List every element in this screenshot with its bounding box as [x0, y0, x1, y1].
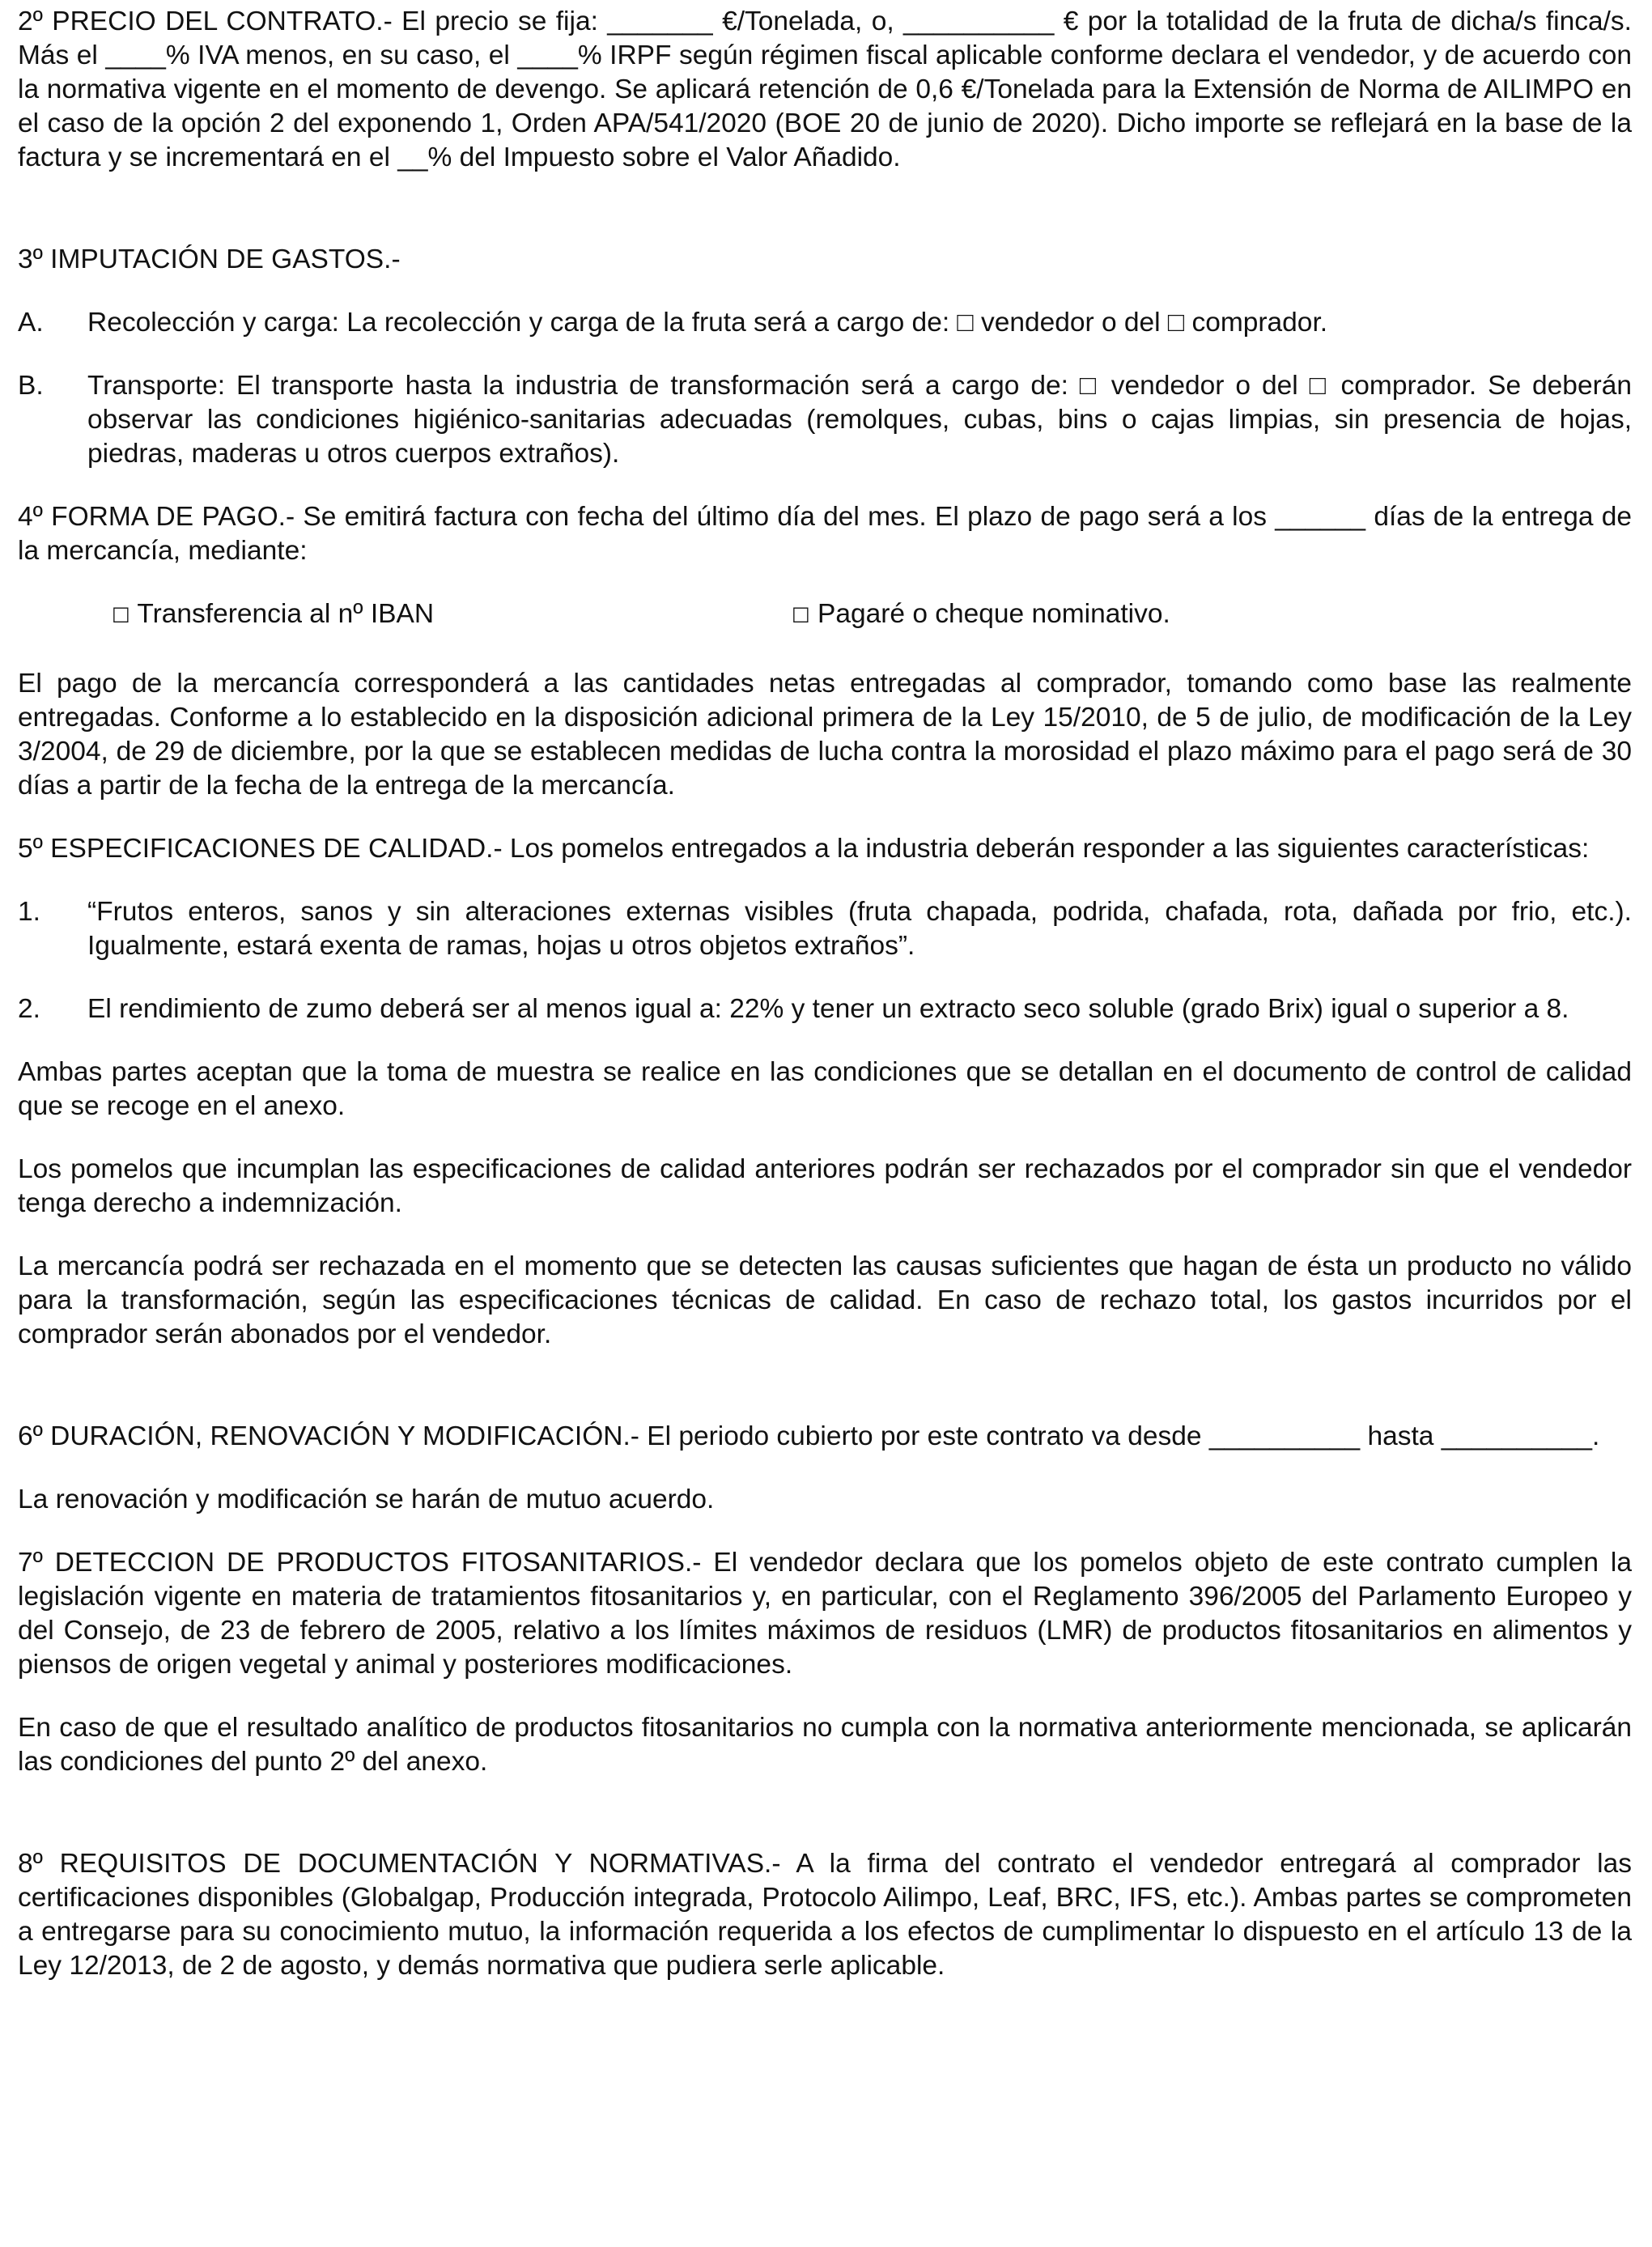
clause-5-paragraph: Ambas partes aceptan que la toma de muestra se realice en las condiciones que se detallan en el documento de control de calidad que se recoge en el anexo. [18, 1057, 1632, 1121]
contract-page [18, 5, 1632, 1983]
clause-3-title: 3º IMPUTACIÓN DE GASTOS.- [18, 244, 401, 274]
option-label: Pagaré o cheque nominativo. [818, 599, 1170, 629]
clause-5-paragraph: Los pomelos que incumplan las especificaciones de calidad anteriores podrán ser rechazados por el comprador sin que el vendedor tenga derecho a indemnización. [18, 1154, 1632, 1218]
item-text: “Frutos enteros, sanos y sin alteraciones externas visibles (fruta chapada, podrida, chafada, rota, dañada por frio, etc.). Igualmente, estará exenta de ramas, hojas u otros objetos extraños”. [87, 897, 1632, 961]
option-label: Transferencia al nº IBAN [137, 599, 435, 629]
item-text: El rendimiento de zumo deberá ser al menos igual a: 22% y tener un extracto seco soluble (grado Brix) igual o superior a 8. [87, 994, 1569, 1024]
clause-4-payment: 4º FORMA DE PAGO.- Se emitirá factura con fecha del último día del mes. El plazo de pago será a los ______ días de la entrega de la mercancía, mediante: [18, 502, 1632, 566]
clause-6-duration: 6º DURACIÓN, RENOVACIÓN Y MODIFICACIÓN.- El periodo cubierto por este contrato va desde __________ hasta __________. [18, 1421, 1600, 1451]
clause-8-documentation: 8º REQUISITOS DE DOCUMENTACIÓN Y NORMATIVAS.- A la firma del contrato el vendedor entregará al comprador las certificaciones disponibles (Globalgap, Producción integrada, Protocolo Ailimpo, Leaf, BRC, IFS, etc.). Ambas partes se comprometen a entregarse para su conocimiento mutuo, la información requerida a los efectos de cumplimentar lo dispuesto en el artículo 13 de la Ley 12/2013, de 2 de agosto, y demás normativa que pudiera serle aplicable. [18, 1849, 1632, 1981]
checkbox-icon[interactable]: □ [792, 602, 810, 625]
clause-2-price: 2º PRECIO DEL CONTRATO.- El precio se fija: _______ €/Tonelada, o, __________ € por la totalidad de la fruta de dicha/s finca/s. Más el ____% IVA menos, en su caso, el ____% IRPF según régimen fiscal aplicable conforme declara el vendedor, y de acuerdo con la normativa vigente en el momento de devengo. Se aplicará retención de 0,6 €/Tonelada para la Extensión de Norma de AILIMPO en el caso de la opción 2 del exponendo 1, Orden APA/541/2020 (BOE 20 de junio de 2020). Dicho importe se reflejará en la base de la factura y se incrementará en el __% del Impuesto sobre el Valor Añadido. [18, 6, 1632, 172]
clause-6-paragraph: La renovación y modificación se harán de mutuo acuerdo. [18, 1485, 715, 1514]
item-number: 1. [18, 897, 40, 927]
option-promissory-note[interactable] [792, 597, 1170, 633]
clause-5-quality: 5º ESPECIFICACIONES DE CALIDAD.- Los pomelos entregados a la industria deberán responder a las siguientes características: [18, 834, 1590, 864]
clause-3-item-a [18, 306, 1632, 340]
item-number: B. [18, 371, 44, 401]
clause-7-paragraph: En caso de que el resultado analítico de productos fitosanitarios no cumpla con la normativa anteriormente mencionada, se aplicarán las condiciones del punto 2º del anexo. [18, 1713, 1632, 1777]
item-text: Transporte: El transporte hasta la industria de transformación será a cargo de: □ vendedor o del □ comprador. Se deberán observar las condiciones higiénico-sanitarias adecuadas (remolques, cubas, bins o cajas limpias, sin presencia de hojas, piedras, maderas u otros cuerpos extraños). [87, 371, 1632, 469]
clause-4-paragraph: El pago de la mercancía corresponderá a las cantidades netas entregadas al comprador, tomando como base las realmente entregadas. Conforme a lo establecido en la disposición adicional primera de la Ley 15/2010, de 5 de julio, de modificación de la Ley 3/2004, de 29 de diciembre, por la que se establecen medidas de lucha contra la morosidad el plazo máximo para el pago será de 30 días a partir de la fecha de la entrega de la mercancía. [18, 669, 1632, 801]
item-number: 2. [18, 994, 40, 1024]
clause-5-item-2 [18, 992, 1632, 1026]
clause-5-item-1 [18, 895, 1632, 963]
checkbox-icon[interactable]: □ [112, 602, 130, 625]
item-number: A. [18, 308, 44, 338]
clause-5-paragraph: La mercancía podrá ser rechazada en el momento que se detecten las causas suficientes que hagan de ésta un producto no válido para la transformación, según las especificaciones técnicas de calidad. En caso de rechazo total, los gastos incurridos por el comprador serán abonados por el vendedor. [18, 1251, 1632, 1349]
clause-3-item-b [18, 369, 1632, 471]
payment-options [18, 597, 1632, 633]
item-text: Recolección y carga: La recolección y carga de la fruta será a cargo de: □ vendedor o del □ comprador. [87, 308, 1328, 338]
option-bank-transfer[interactable] [112, 597, 792, 633]
clause-7-phytosanitary: 7º DETECCION DE PRODUCTOS FITOSANITARIOS.- El vendedor declara que los pomelos objeto de este contrato cumplen la legislación vigente en materia de tratamientos fitosanitarios y, en particular, con el Reglamento 396/2005 del Parlamento Europeo y del Consejo, de 23 de febrero de 2005, relativo a los límites máximos de residuos (LMR) de productos fitosanitarios en alimentos y piensos de origen vegetal y animal y posteriores modificaciones. [18, 1548, 1632, 1680]
